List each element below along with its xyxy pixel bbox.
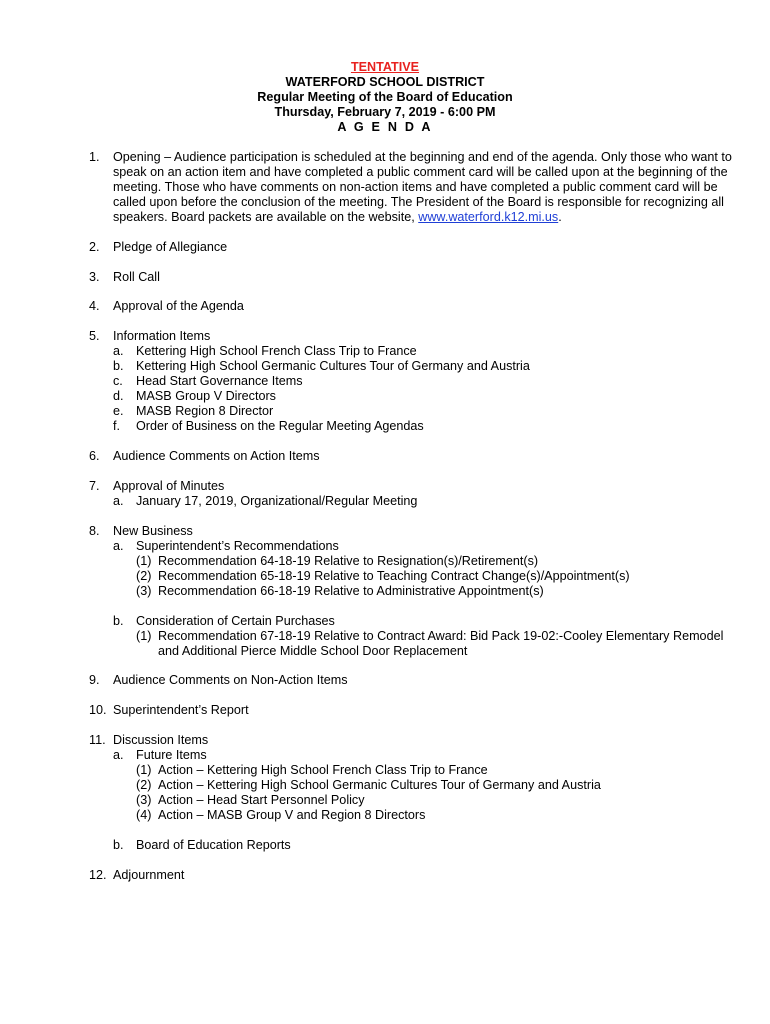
item-text: Opening – Audience participation is scheduled at the beginning and end of the agenda. Only those who want to speak on an action item and have completed a public comment card will be called upon at the beginning of the meeting. Those who have comments on non-action items and have completed a public comment card will be called upon before the conclusion of the meeting. The President of the Board is responsible for recognizing all speakers. Board packets are available on the website, <box>113 150 732 224</box>
paren-number: (1) <box>136 628 152 643</box>
paren-number: (3) <box>136 583 152 598</box>
item-number: 11. <box>89 732 106 747</box>
sub-letter: e. <box>113 404 124 419</box>
recommendation-item <box>136 629 734 659</box>
sub-letter: f. <box>113 419 120 434</box>
sub-letter: a. <box>113 493 124 508</box>
item-text: Adjournment <box>113 867 185 882</box>
paren-number: (4) <box>136 807 152 822</box>
item-text: New Business <box>113 523 193 538</box>
sub-item <box>113 419 734 434</box>
sub-item <box>113 374 734 389</box>
agenda-item-superintendent-report <box>89 703 734 718</box>
item-number: 7. <box>89 478 100 493</box>
paren-number: (3) <box>136 792 152 807</box>
sub-text: Superintendent’s Recommendations <box>136 538 339 553</box>
item-text: Roll Call <box>113 269 160 284</box>
sub-letter: d. <box>113 389 124 404</box>
item-number: 3. <box>89 269 100 284</box>
item-text: Information Items <box>113 329 211 344</box>
agenda-item-audience-action <box>89 449 734 464</box>
sub-letter: b. <box>113 613 124 628</box>
agenda-item-information <box>89 329 734 434</box>
sub-letter: b. <box>113 837 124 852</box>
sub-item <box>113 404 734 419</box>
sub-letter: a. <box>113 747 124 762</box>
recommendation-item <box>136 554 734 569</box>
sub-text: MASB Region 8 Director <box>136 404 274 419</box>
item-number: 4. <box>89 299 100 314</box>
paren-number: (1) <box>136 553 152 568</box>
item-text: Pledge of Allegiance <box>113 239 228 254</box>
paren-number: (2) <box>136 777 152 792</box>
item-number: 8. <box>89 523 100 538</box>
agenda-item-adjournment <box>89 868 734 883</box>
agenda-item-new-business <box>89 524 734 659</box>
sub-item <box>113 838 734 853</box>
sub-letter: b. <box>113 359 124 374</box>
future-action-text: Action – Head Start Personnel Policy <box>158 792 365 807</box>
item-text: Superintendent’s Report <box>113 703 249 718</box>
future-action-item <box>136 808 734 823</box>
item-number: 12. <box>89 867 107 882</box>
item-text: Audience Comments on Action Items <box>113 448 320 463</box>
sub-letter: c. <box>113 374 123 389</box>
recommendation-item <box>136 584 734 599</box>
item-text: Approval of the Agenda <box>113 299 244 314</box>
sub-text: Kettering High School Germanic Cultures Tour of Germany and Austria <box>136 359 530 374</box>
sub-text: Future Items <box>136 747 207 762</box>
agenda-item-pledge <box>89 240 734 255</box>
sub-item <box>113 539 734 599</box>
sub-item <box>113 614 734 659</box>
agenda-item-minutes <box>89 479 734 509</box>
item-number: 9. <box>89 673 100 688</box>
item-number: 2. <box>89 239 100 254</box>
sub-item <box>113 748 734 823</box>
future-action-item <box>136 793 734 808</box>
future-action-item <box>136 778 734 793</box>
item-number: 1. <box>89 150 100 164</box>
paren-number: (2) <box>136 568 152 583</box>
future-action-text: Action – Kettering High School French Class Trip to France <box>158 762 488 777</box>
item-text: Discussion Items <box>113 732 209 747</box>
agenda-item-audience-non-action <box>89 673 734 688</box>
agenda-title: A G E N D A <box>337 120 433 134</box>
sub-text: Order of Business on the Regular Meeting Agendas <box>136 419 424 434</box>
recommendation-text: Recommendation 67-18-19 Relative to Contract Award: Bid Pack 19-02:-Cooley Elementary Remodel and Additional Pierce Middle School Door Replacement <box>158 628 724 658</box>
agenda-item-approval-agenda <box>89 299 734 314</box>
sub-text: Consideration of Certain Purchases <box>136 613 335 628</box>
future-action-text: Action – MASB Group V and Region 8 Directors <box>158 807 426 822</box>
paren-number: (1) <box>136 762 152 777</box>
sub-letter: a. <box>113 538 124 553</box>
recommendation-item <box>136 569 734 584</box>
agenda-item-roll-call <box>89 270 734 285</box>
sub-text: January 17, 2019, Organizational/Regular Meeting <box>136 493 418 508</box>
meeting-date: Thursday, February 7, 2019 - 6:00 PM <box>274 105 496 119</box>
future-action-item <box>136 763 734 778</box>
tentative-label: TENTATIVE <box>350 60 420 74</box>
agenda-item-opening <box>89 150 734 225</box>
sub-item <box>113 389 734 404</box>
item-number: 10. <box>89 703 107 718</box>
recommendation-text: Recommendation 64-18-19 Relative to Resignation(s)/Retirement(s) <box>158 553 539 568</box>
sub-item <box>113 344 734 359</box>
agenda-item-discussion <box>89 733 734 853</box>
document-header <box>0 60 770 135</box>
item-number: 5. <box>89 329 100 344</box>
future-action-text: Action – Kettering High School Germanic Cultures Tour of Germany and Austria <box>158 777 601 792</box>
meeting-title: Regular Meeting of the Board of Education <box>257 90 513 104</box>
agenda-list <box>89 150 734 898</box>
sub-letter: a. <box>113 344 124 359</box>
item-number: 6. <box>89 448 100 463</box>
item-text-end: . <box>558 210 562 224</box>
recommendation-text: Recommendation 66-18-19 Relative to Administrative Appointment(s) <box>158 583 544 598</box>
item-text: Approval of Minutes <box>113 478 225 493</box>
sub-text: Head Start Governance Items <box>136 374 303 389</box>
website-link[interactable]: www.waterford.k12.mi.us <box>418 210 559 224</box>
sub-text: Board of Education Reports <box>136 837 291 852</box>
district-name: WATERFORD SCHOOL DISTRICT <box>285 75 485 89</box>
sub-text: MASB Group V Directors <box>136 389 276 404</box>
sub-item <box>113 494 734 509</box>
sub-item <box>113 359 734 374</box>
item-text: Audience Comments on Non-Action Items <box>113 673 348 688</box>
recommendation-text: Recommendation 65-18-19 Relative to Teaching Contract Change(s)/Appointment(s) <box>158 568 630 583</box>
sub-text: Kettering High School French Class Trip to France <box>136 344 417 359</box>
